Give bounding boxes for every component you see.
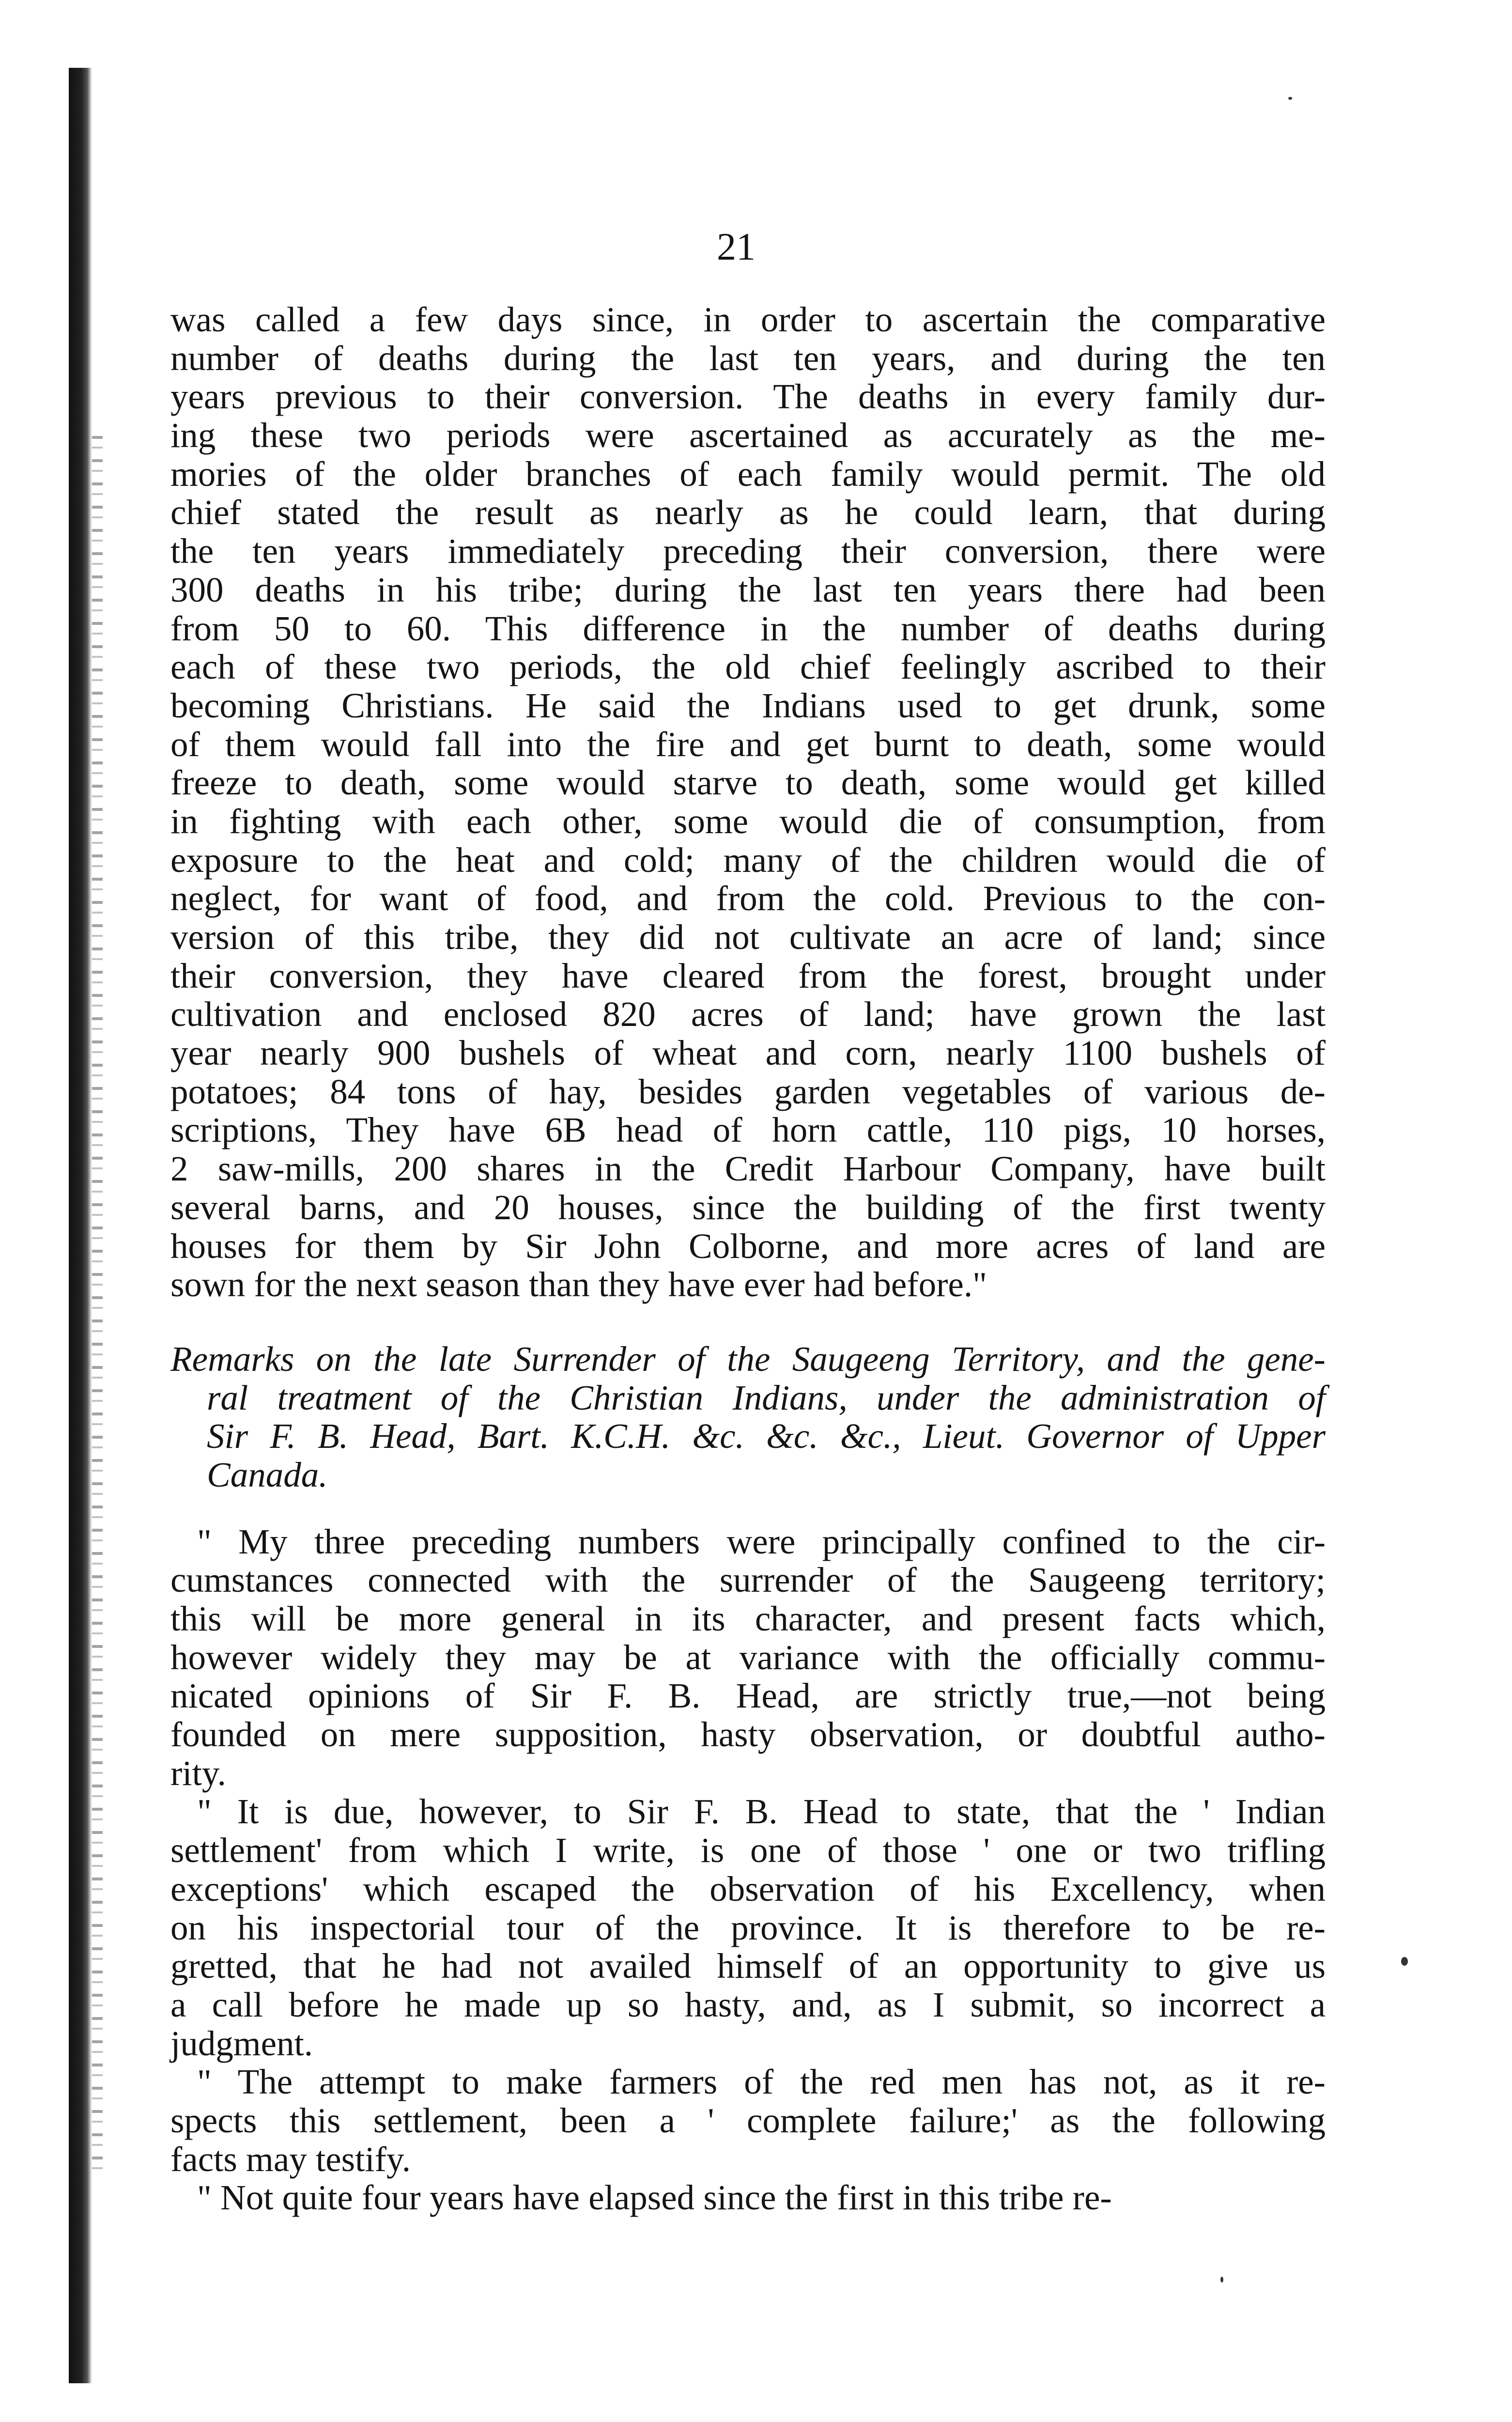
text-line: judgment. (170, 2023, 313, 2063)
paragraph-1 (170, 300, 1326, 1304)
text-line: freeze to death, some would starve to death, some would get killed (170, 763, 1326, 803)
paper-speck (1288, 97, 1292, 100)
text-line: " It is due, however, to Sir F. B. Head to state, that the ' Indian (197, 1792, 1326, 1832)
text-line: becoming Christians. He said the Indians used to get drunk, some (170, 685, 1326, 725)
text-line: in fighting with each other, some would die of consumption, from (170, 801, 1326, 841)
page-body (170, 300, 1326, 2217)
paper-speck (1401, 1957, 1408, 1966)
text-line: rity. (170, 1753, 226, 1793)
text-line: houses for them by Sir John Colborne, and more acres of land are (170, 1226, 1326, 1266)
text-line: was called a few days since, in order to ascertain the comparative (170, 300, 1326, 339)
text-line: a call before he made up so hasty, and, as I submit, so incorrect a (170, 1985, 1326, 2024)
text-line: 2 saw-mills, 200 shares in the Credit Harbour Company, have built (170, 1149, 1326, 1189)
text-line: 300 deaths in his tribe; during the last ten years there had been (170, 570, 1326, 609)
text-line: Remarks on the late Surrender of the Saugeeng Territory, and the gene- (170, 1339, 1326, 1379)
paragraph-5 (170, 2178, 1326, 2217)
text-line: Sir F. B. Head, Bart. K.C.H. &c. &c. &c., Lieut. Governor of Upper (207, 1416, 1326, 1456)
text-line: sown for the next season than they have ever had before." (170, 1265, 987, 1304)
paragraph-2 (170, 1522, 1326, 1793)
text-line: this will be more general in its character, and present facts which, (170, 1599, 1326, 1638)
page-binding-edge (69, 68, 92, 2383)
text-line: from 50 to 60. This difference in the number of deaths during (170, 608, 1326, 648)
text-line: cumstances connected with the surrender of the Saugeeng territory; (170, 1560, 1326, 1600)
text-line: ing these two periods were ascertained as accurately as the me- (170, 416, 1326, 455)
text-line: founded on mere supposition, hasty observation, or doubtful autho- (170, 1715, 1326, 1754)
text-line: exposure to the heat and cold; many of the children would die of (170, 840, 1326, 880)
section-gap (170, 1494, 1326, 1522)
text-line: cultivation and enclosed 820 acres of land; have grown the last (170, 994, 1326, 1034)
text-line: neglect, for want of food, and from the cold. Previous to the con- (170, 879, 1326, 918)
text-line: scriptions, They have 6B head of horn cattle, 110 pigs, 10 horses, (170, 1110, 1326, 1150)
text-line: facts may testify. (170, 2139, 411, 2179)
text-line: " Not quite four years have elapsed since the first in this tribe re- (197, 2178, 1112, 2218)
text-line: settlement' from which I write, is one of those ' one or two trifling (170, 1831, 1326, 1870)
text-line: " The attempt to make farmers of the red men has not, as it re- (197, 2062, 1326, 2102)
binding-shadow (92, 436, 103, 2180)
text-line: potatoes; 84 tons of hay, besides garden vegetables of various de- (170, 1071, 1326, 1111)
text-line: several barns, and 20 houses, since the building of the first twenty (170, 1187, 1326, 1227)
text-line: " My three preceding numbers were principally confined to the cir- (197, 1522, 1326, 1561)
text-line: on his inspectorial tour of the province. It is therefore to be re- (170, 1908, 1326, 1947)
text-line: the ten years immediately preceding their conversion, there were (170, 531, 1326, 571)
page-number: 21 (717, 226, 756, 268)
text-line: chief stated the result as nearly as he could learn, that during (170, 493, 1326, 532)
text-line: version of this tribe, they did not cultivate an acre of land; since (170, 917, 1326, 957)
text-line: spects this settlement, been a ' complete failure;' as the following (170, 2100, 1326, 2140)
text-line: mories of the older branches of each family would permit. The old (170, 454, 1326, 494)
text-line: their conversion, they have cleared from the forest, brought under (170, 956, 1326, 995)
text-line: ral treatment of the Christian Indians, under the administration of (207, 1378, 1326, 1417)
text-line: nicated opinions of Sir F. B. Head, are strictly true,—not being (170, 1676, 1326, 1716)
paragraph-3 (170, 1792, 1326, 2063)
paragraph-4 (170, 2063, 1326, 2178)
text-line: years previous to their conversion. The deaths in every family dur- (170, 377, 1326, 417)
text-line: number of deaths during the last ten years, and during the ten (170, 338, 1326, 378)
paper-speck (1220, 2277, 1223, 2282)
text-line: Canada. (207, 1455, 328, 1494)
text-line: each of these two periods, the old chief feelingly ascribed to their (170, 647, 1326, 687)
text-line: gretted, that he had not availed himself of an opportunity to give us (170, 1946, 1326, 1986)
text-line: exceptions' which escaped the observation of his Excellency, when (170, 1869, 1326, 1909)
section-heading (170, 1340, 1326, 1494)
text-line: year nearly 900 bushels of wheat and corn, nearly 1100 bushels of (170, 1033, 1326, 1073)
text-line: of them would fall into the fire and get burnt to death, some would (170, 724, 1326, 764)
section-gap (170, 1304, 1326, 1340)
text-line: however widely they may be at variance with the officially commu- (170, 1637, 1326, 1677)
